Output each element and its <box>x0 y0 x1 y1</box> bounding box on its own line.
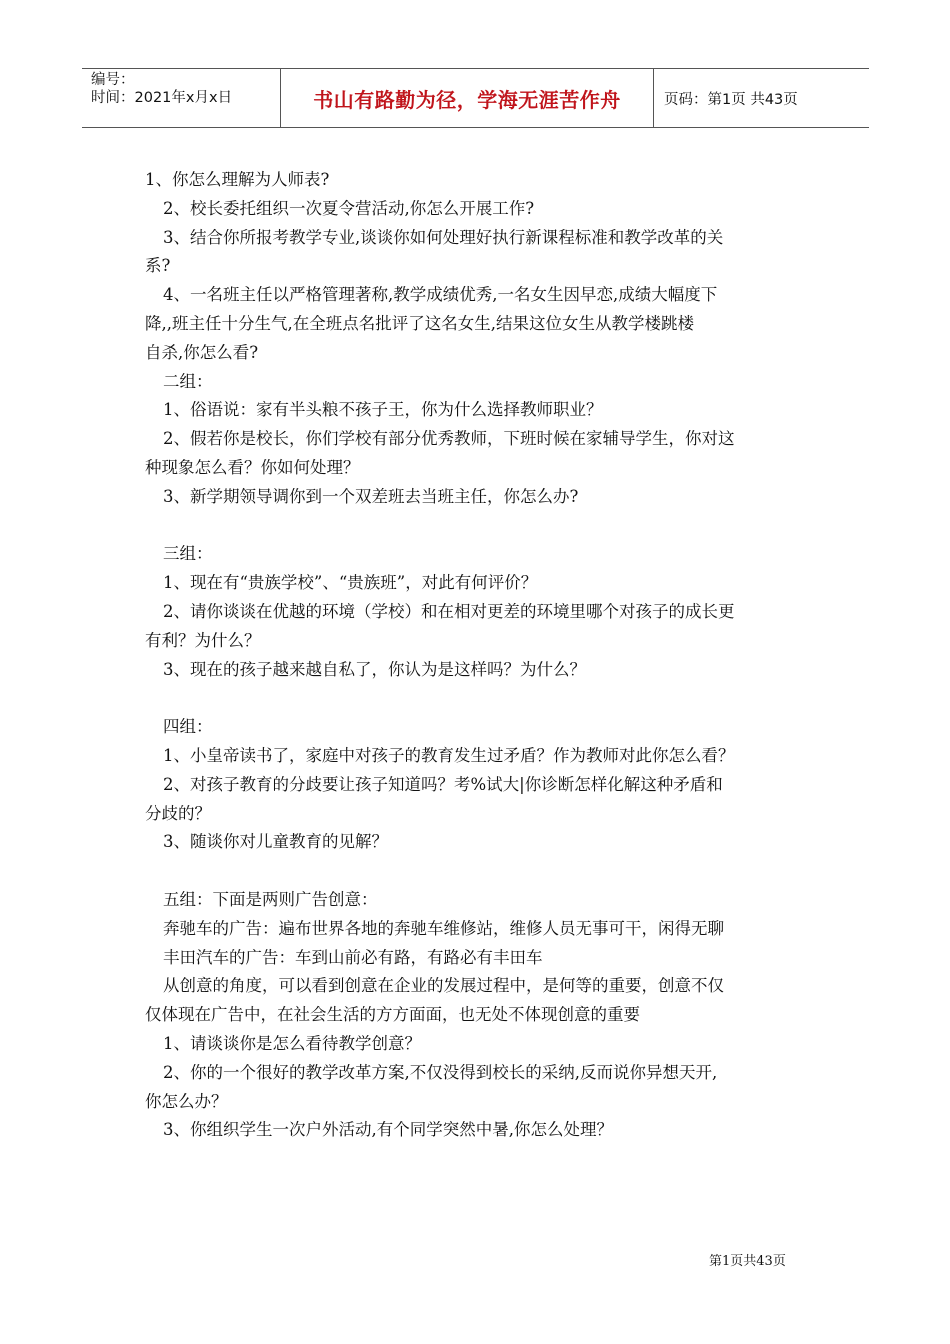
header-page-number: 页码：第1页 共43页 <box>664 91 798 108</box>
text-line: 五组：下面是两则广告创意： <box>163 889 378 909</box>
text-line: 自杀,你怎么看? <box>145 342 259 362</box>
page-footer: 第1页共43页 <box>709 1254 786 1269</box>
text-line: 奔驰车的广告：遍布世界各地的奔驰车维修站，维修人员无事可干，闲得无聊 <box>163 918 724 938</box>
text-line: 有利？为什么？ <box>145 630 261 650</box>
text-line: 2、对孩子教育的分歧要让孩子知道吗？考%试大|你诊断怎样化解这种矛盾和 <box>163 774 723 794</box>
text-line: 4、一名班主任以严格管理著称,教学成绩优秀,一名女生因早恋,成绩大幅度下 <box>163 285 718 305</box>
page-header <box>82 68 869 128</box>
text-line: 1、现在有“贵族学校”、“贵族班”，对此有何评价？ <box>163 573 538 593</box>
text-line: 从创意的角度，可以看到创意在企业的发展过程中，是何等的重要，创意不仅 <box>163 976 724 996</box>
text-line: 3、结合你所报考教学专业,谈谈你如何处理好执行新课程标准和教学改革的关 <box>163 227 724 247</box>
blank-line <box>145 684 815 713</box>
text-line: 丰田汽车的广告：车到山前必有路，有路必有丰田车 <box>163 947 543 967</box>
blank-line <box>145 857 815 886</box>
document-date-label: 时间：2021年x月x日 <box>91 90 233 106</box>
text-line: 1、请谈谈你是怎么看待教学创意？ <box>163 1033 421 1053</box>
text-line: 2、校长委托组织一次夏令营活动,你怎么开展工作? <box>163 198 535 218</box>
text-line: 系? <box>145 256 171 276</box>
text-line: 降,,班主任十分生气,在全班点名批评了这名女生,结果这位女生从教学楼跳楼 <box>145 313 694 333</box>
header-meta <box>82 69 281 127</box>
text-line: 三组： <box>163 544 213 564</box>
text-line: 3、现在的孩子越来越自私了，你认为是这样吗？为什么？ <box>163 659 586 679</box>
text-line: 2、请你谈谈在优越的环境（学校）和在相对更差的环境里哪个对孩子的成长更 <box>163 601 735 621</box>
document-number-label: 编号： <box>91 72 135 88</box>
text-line: 二组： <box>163 371 213 391</box>
text-line: 1、俗语说：家有半头粮不孩子王，你为什么选择教师职业？ <box>163 400 603 420</box>
text-line: 2、假若你是校长，你们学校有部分优秀教师，下班时候在家辅导学生，你对这 <box>163 429 735 449</box>
header-motto: 书山有路勤为径，学海无涯苦作舟 <box>281 69 654 127</box>
text-line: 你怎么办？ <box>145 1091 228 1111</box>
text-line: 1、你怎么理解为人师表? <box>145 170 330 189</box>
text-line: 种现象怎么看？你如何处理？ <box>145 457 360 477</box>
text-line: 2、你的一个很好的教学改革方案,不仅没得到校长的采纳,反而说你异想天开, <box>163 1062 718 1082</box>
blank-line <box>145 512 815 541</box>
text-line: 四组： <box>163 717 213 737</box>
text-line: 3、随谈你对儿童教育的见解？ <box>163 832 388 852</box>
document-body <box>145 166 815 1145</box>
text-line: 3、新学期领导调你到一个双差班去当班主任，你怎么办? <box>163 486 579 506</box>
text-line: 分歧的？ <box>145 803 211 823</box>
text-line: 1、小皇帝读书了，家庭中对孩子的教育发生过矛盾？作为教师对此你怎么看？ <box>163 745 735 765</box>
text-line: 仅体现在广告中，在社会生活的方方面面，也无处不体现创意的重要 <box>145 1005 640 1025</box>
text-line: 3、你组织学生一次户外活动,有个同学突然中暑,你怎么处理？ <box>163 1120 613 1140</box>
